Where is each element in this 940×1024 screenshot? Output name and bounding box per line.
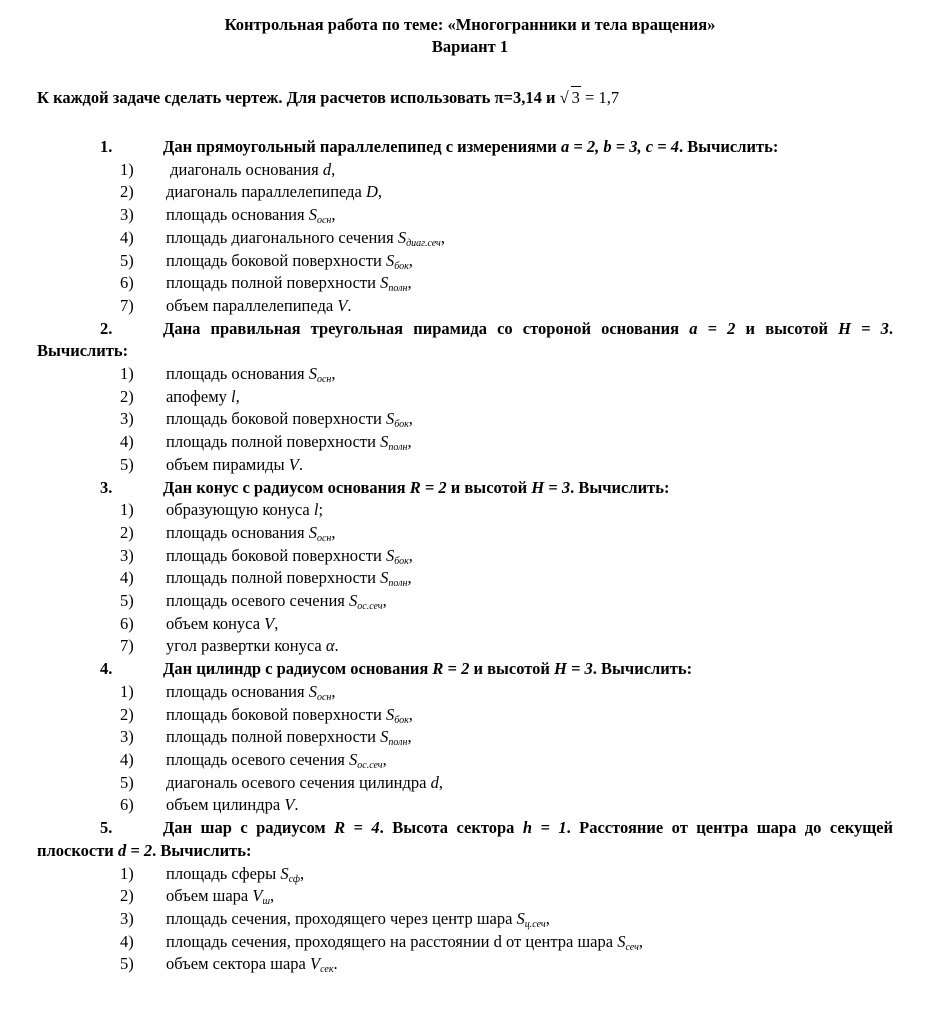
item-variable: S	[349, 749, 358, 769]
item-punct: ;	[318, 500, 324, 520]
item-variable: S	[349, 591, 358, 611]
task-heading	[37, 136, 893, 159]
list-item	[37, 159, 893, 182]
item-variable: S	[308, 364, 317, 384]
item-text: диагональ параллелепипеда	[166, 182, 366, 202]
item-punct: ,	[407, 727, 412, 747]
list-item	[37, 499, 893, 522]
item-subscript: ц.сеч	[524, 918, 546, 930]
item-text: площадь боковой поверхности	[166, 704, 386, 724]
item-punct: ,	[407, 432, 412, 452]
task-heading	[37, 658, 893, 681]
item-punct: ,	[408, 250, 413, 270]
list-item	[37, 749, 893, 772]
item-variable: S	[308, 205, 317, 225]
item-variable: l	[231, 386, 236, 406]
item-number: 4)	[120, 749, 134, 769]
item-variable: V	[252, 886, 263, 906]
item-variable: S	[380, 568, 389, 588]
item-number: 6)	[120, 795, 134, 815]
task-number: 5.	[100, 818, 113, 838]
item-variable: V	[337, 295, 348, 315]
item-number: 2)	[120, 522, 134, 542]
task-text: R = 2	[409, 477, 447, 497]
list-item	[37, 363, 893, 386]
item-subscript: ос.сеч	[357, 601, 383, 613]
item-text: объем параллелепипеда	[166, 295, 338, 315]
item-number: 5)	[120, 591, 134, 611]
item-punct: ,	[440, 227, 445, 247]
item-punct: ,	[331, 205, 336, 225]
item-variable: α	[325, 636, 335, 656]
item-subscript: сек	[320, 964, 334, 976]
item-punct: ,	[235, 386, 240, 406]
item-number: 5)	[120, 772, 134, 792]
list-item	[37, 522, 893, 545]
item-variable: S	[380, 273, 389, 293]
task-number: 4.	[100, 659, 113, 679]
item-variable: S	[385, 250, 395, 270]
item-variable: V	[264, 613, 275, 633]
item-variable: d	[322, 159, 332, 179]
task-text: R = 4	[334, 818, 380, 838]
item-punct: ,	[438, 772, 443, 792]
task-text: . Вычислить:	[37, 318, 893, 361]
item-number: 1)	[120, 159, 134, 179]
item-variable: S	[380, 727, 389, 747]
task-text: a = 2, b = 3, c = 4	[560, 137, 679, 156]
item-number: 6)	[120, 613, 134, 633]
task-text: Дан конус с радиусом основания	[163, 477, 410, 497]
item-variable: S	[385, 409, 395, 429]
item-number: 5)	[120, 454, 134, 474]
item-punct: .	[298, 454, 303, 474]
task-number: 3.	[100, 477, 113, 497]
item-punct: .	[334, 636, 339, 656]
instruction-text: К каждой задаче сделать чертеж. Для расчетов использовать π=3,14 и	[37, 88, 560, 107]
instruction	[37, 86, 619, 109]
item-variable: S	[280, 863, 289, 883]
item-text: площадь основания	[166, 364, 309, 384]
task-text: H = 3	[531, 477, 571, 497]
item-subscript: бок	[394, 260, 409, 272]
list-item	[37, 181, 893, 204]
item-variable: S	[308, 681, 317, 701]
list-item	[37, 250, 893, 273]
item-punct: ,	[331, 364, 336, 384]
task-number: 1.	[100, 137, 113, 156]
item-number: 1)	[120, 681, 134, 701]
sqrt-arg: 3	[571, 88, 580, 107]
task-list	[37, 136, 893, 976]
task-text: . Расстояние от центра шара до секущей плоскости	[37, 818, 893, 860]
task-text: . Вычислить:	[570, 477, 670, 497]
item-variable: S	[308, 522, 317, 542]
task-text: d = 2	[117, 840, 153, 860]
item-subscript: осн	[316, 215, 332, 227]
item-number: 1)	[120, 863, 134, 883]
item-text: диагональ основания	[166, 159, 323, 179]
item-number: 3)	[120, 908, 134, 928]
item-subscript: бок	[394, 419, 409, 431]
list-item	[37, 704, 893, 727]
task-text: a = 2	[689, 318, 736, 338]
item-subscript: сеч	[625, 941, 639, 953]
task-heading	[37, 477, 893, 500]
item-number: 4)	[120, 931, 134, 951]
list-item	[37, 272, 893, 295]
list-item	[37, 227, 893, 250]
item-text: угол развертки конуса	[166, 636, 326, 656]
item-text: площадь сечения, проходящего на расстоянии d от центра шара	[166, 931, 618, 951]
item-punct: ,	[331, 522, 336, 542]
task-text: Дан шар с радиусом	[163, 818, 335, 838]
task-text: . Вычислить:	[152, 840, 252, 860]
task-text: . Вычислить:	[592, 659, 693, 679]
item-variable: S	[516, 908, 525, 928]
list-item	[37, 908, 893, 931]
item-text: площадь полной поверхности	[166, 432, 381, 452]
item-number: 2)	[120, 704, 134, 724]
item-punct: ,	[408, 545, 413, 565]
item-punct: ,	[408, 704, 413, 724]
item-variable: d	[430, 772, 439, 792]
item-subscript: сф	[288, 873, 300, 885]
list-item	[37, 386, 893, 409]
task-text: Дана правильная треугольная пирамида со стороной основания	[163, 318, 690, 338]
task-text: и высотой	[446, 477, 532, 497]
task-text: h = 1	[522, 818, 567, 838]
item-text: площадь сферы	[166, 863, 281, 883]
item-number: 3)	[120, 205, 134, 225]
list-item	[37, 545, 893, 568]
item-text: объем сектора шара	[166, 954, 310, 974]
task-text: R = 2	[432, 659, 470, 679]
item-number: 2)	[120, 386, 134, 406]
item-punct: .	[347, 295, 352, 315]
item-text: площадь диагонального сечения	[166, 227, 398, 247]
task-text: Дан прямоугольный параллелепипед с измерениями	[163, 137, 561, 156]
task-heading	[37, 318, 893, 363]
list-item	[37, 863, 893, 886]
item-variable: V	[288, 454, 299, 474]
item-text: площадь боковой поверхности	[166, 250, 386, 270]
item-text: площадь боковой поверхности	[166, 409, 386, 429]
item-number: 3)	[120, 409, 134, 429]
item-text: площадь основания	[166, 681, 309, 701]
item-punct: ,	[270, 886, 275, 906]
item-punct: ,	[545, 908, 550, 928]
task-text: и высотой	[735, 318, 839, 338]
item-subscript: осн	[316, 532, 332, 544]
item-text: площадь основания	[166, 205, 309, 225]
item-text: площадь осевого сечения	[166, 591, 349, 611]
item-number: 3)	[120, 545, 134, 565]
item-number: 5)	[120, 954, 134, 974]
item-number: 6)	[120, 273, 134, 293]
sqrt-value: = 1,7	[580, 88, 620, 107]
item-punct: ,	[274, 613, 279, 633]
item-punct: ,	[407, 568, 412, 588]
item-subscript: осн	[316, 374, 332, 386]
item-subscript: полн	[388, 283, 408, 295]
item-subscript: бок	[394, 714, 409, 726]
item-number: 3)	[120, 727, 134, 747]
list-item	[37, 613, 893, 636]
item-variable: S	[385, 545, 395, 565]
item-subscript: полн	[388, 737, 408, 749]
sqrt-sign: √	[559, 88, 569, 107]
item-punct: ,	[407, 273, 412, 293]
list-item	[37, 567, 893, 590]
list-item	[37, 681, 893, 704]
item-subscript: бок	[394, 555, 409, 567]
item-punct: ,	[382, 749, 387, 769]
task-text: . Высота сектора	[379, 818, 523, 838]
list-item	[37, 454, 893, 477]
item-text: образующую конуса	[166, 500, 314, 520]
task-text: . Вычислить:	[678, 137, 779, 156]
list-item	[37, 931, 893, 954]
item-number: 1)	[120, 364, 134, 384]
list-item	[37, 204, 893, 227]
item-text: объем шара	[166, 886, 253, 906]
item-text: площадь полной поверхности	[166, 273, 381, 293]
item-number: 2)	[120, 886, 134, 906]
item-text: площадь полной поверхности	[166, 727, 381, 747]
task-text: H = 3	[554, 659, 593, 679]
item-subscript: полн	[388, 578, 408, 590]
task-text: H = 3	[838, 318, 889, 338]
list-item	[37, 953, 893, 976]
item-punct: ,	[408, 409, 413, 429]
item-punct: ,	[638, 931, 643, 951]
item-text: объем пирамиды	[166, 454, 289, 474]
item-variable: V	[309, 954, 321, 974]
item-subscript: ос.сеч	[357, 759, 383, 771]
list-item	[37, 431, 893, 454]
item-text: площадь сечения, проходящего через центр шара	[166, 908, 517, 928]
item-number: 7)	[120, 295, 134, 315]
document-title: Контрольная работа по теме: «Многогранники и тела вращения»	[224, 15, 716, 34]
list-item	[37, 772, 893, 795]
item-number: 4)	[120, 227, 134, 247]
item-variable: D	[366, 182, 378, 202]
item-text: объем цилиндра	[166, 795, 285, 815]
item-number: 7)	[120, 636, 134, 656]
list-item	[37, 635, 893, 658]
item-punct: ,	[377, 182, 383, 202]
item-subscript: диаг.сеч	[406, 237, 441, 249]
item-punct: ,	[331, 681, 336, 701]
item-subscript: осн	[316, 691, 332, 703]
item-variable: S	[617, 931, 626, 951]
list-item	[37, 295, 893, 318]
task-number: 2.	[100, 318, 113, 338]
item-text: площадь осевого сечения	[166, 749, 349, 769]
item-variable: S	[380, 432, 389, 452]
list-item	[37, 794, 893, 817]
item-number: 1)	[120, 500, 134, 520]
item-text: объем конуса	[166, 613, 265, 633]
item-text: диагональ осевого сечения цилиндра	[166, 772, 431, 792]
item-number: 5)	[120, 250, 134, 270]
task-text: и высотой	[469, 659, 555, 679]
variant-label: Вариант 1	[431, 37, 509, 56]
task-heading	[37, 817, 893, 862]
item-variable: V	[284, 795, 295, 815]
item-text: площадь основания	[166, 522, 309, 542]
item-variable: l	[313, 500, 319, 520]
item-variable: S	[385, 704, 395, 724]
item-subscript: полн	[388, 442, 408, 454]
item-punct: ,	[382, 591, 387, 611]
list-item	[37, 408, 893, 431]
item-subscript: ш	[262, 896, 271, 908]
item-number: 2)	[120, 182, 134, 202]
list-item	[37, 590, 893, 613]
item-number: 4)	[120, 432, 134, 452]
item-text: площадь полной поверхности	[166, 568, 381, 588]
item-punct: .	[294, 795, 299, 815]
list-item	[37, 885, 893, 908]
item-punct: ,	[299, 863, 305, 883]
item-punct: .	[333, 954, 338, 974]
item-text: апофему	[166, 386, 232, 406]
list-item	[37, 726, 893, 749]
item-variable: S	[397, 227, 407, 247]
item-punct: ,	[331, 159, 336, 179]
task-text: Дан цилиндр с радиусом основания	[163, 659, 433, 679]
item-number: 4)	[120, 568, 134, 588]
item-text: площадь боковой поверхности	[166, 545, 386, 565]
